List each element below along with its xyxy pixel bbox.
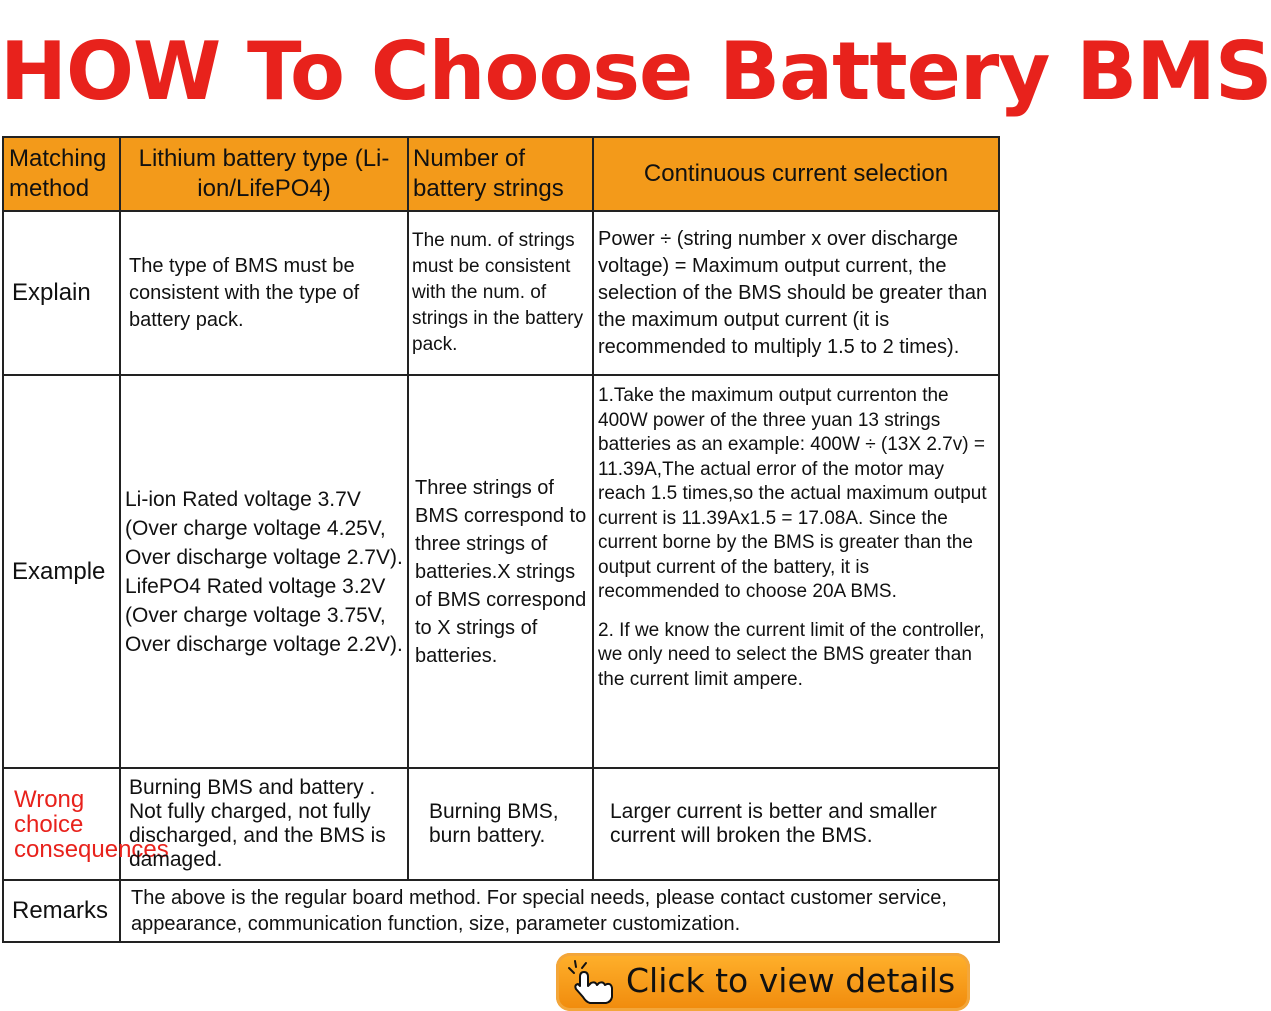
table-row-explain [3, 211, 999, 375]
page-title: HOW To Choose Battery BMS [0, 25, 1271, 118]
example-battery-type: Li-ion Rated voltage 3.7V (Over charge voltage 4.25V, Over discharge voltage 2.7V). LifePO4 Rated voltage 3.2V (Over charge voltage 3.75V, Over discharge voltage 2.2V). [120, 375, 408, 768]
example-battery-strings: Three strings of BMS correspond to three strings of batteries.X strings of BMS correspond to X strings of batteries. [408, 375, 593, 768]
header-matching-method: Matching method [3, 137, 120, 211]
bms-selection-table [2, 136, 1000, 943]
row-label-wrong-choice: Wrong choice consequences [3, 768, 120, 880]
tap-hand-icon [566, 959, 618, 1003]
example-current-selection [593, 375, 999, 768]
view-details-label: Click to view details [626, 961, 956, 1000]
table-row-wrong-choice [3, 768, 999, 880]
header-current-selection: Continuous current selection [593, 137, 999, 211]
example-current-paragraph-2: 2. If we know the current limit of the controller, we only need to select the BMS greater than the current limit ampere. [598, 619, 985, 690]
view-details-button[interactable] [556, 953, 970, 1011]
header-battery-type: Lithium battery type (Li-ion/LifePO4) [120, 137, 408, 211]
row-label-remarks: Remarks [3, 880, 120, 942]
table-row-example [3, 375, 999, 768]
header-battery-strings: Number of battery strings [408, 137, 593, 211]
row-label-example: Example [3, 375, 120, 768]
example-current-paragraph-1: 1.Take the maximum output currenton the 400W power of the three yuan 13 strings batteries as an example: 400W ÷ (13X 2.7v) = 11.39A,The actual error of the motor may reach 1.5 times,so the actual maximum output current is 11.39Ax1.5 = 17.08A. Since the current borne by the BMS is greater than the output current of the battery, it is recommended to choose 20A BMS. [598, 385, 987, 602]
explain-current-selection: Power ÷ (string number x over discharge voltage) = Maximum output current, the selection of the BMS should be greater than the maximum output current (it is recommended to multiply 1.5 to 2 times). [593, 211, 999, 375]
remarks-text: The above is the regular board method. For special needs, please contact customer service, appearance, communication function, size, parameter customization. [120, 880, 999, 942]
row-label-explain: Explain [3, 211, 120, 375]
table-header-row [3, 137, 999, 211]
wrong-current-selection: Larger current is better and smaller current will broken the BMS. [593, 768, 999, 880]
wrong-battery-strings: Burning BMS, burn battery. [408, 768, 593, 880]
wrong-battery-type: Burning BMS and battery . Not fully charged, not fully discharged, and the BMS is damaged. [120, 768, 408, 880]
explain-battery-type: The type of BMS must be consistent with the type of battery pack. [120, 211, 408, 375]
explain-battery-strings: The num. of strings must be consistent with the num. of strings in the battery pack. [408, 211, 593, 375]
table-row-remarks [3, 880, 999, 942]
